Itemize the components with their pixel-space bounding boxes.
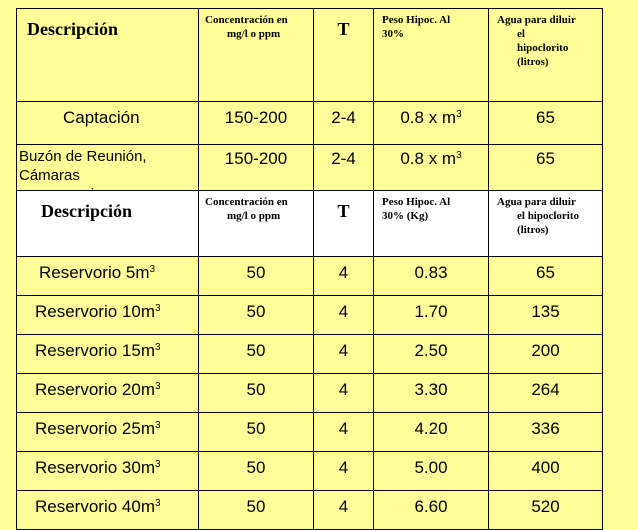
cell-agua: 264 (489, 374, 603, 413)
cell-descripcion: Reservorio $10m^3$ (17, 296, 199, 335)
cell-concentracion: 50 (199, 257, 314, 296)
header-descripcion: Descripción (17, 9, 199, 102)
cell-t: 2-4 (314, 145, 374, 207)
cell-agua: 336 (489, 413, 603, 452)
header-agua: Agua para diluir el hipoclorito (litros) (489, 9, 603, 102)
table-header-row (17, 9, 603, 102)
cell-descripcion: Reservorio $25m^3$ (17, 413, 199, 452)
table-captacion (16, 8, 603, 207)
cell-peso: 3.30 (374, 374, 489, 413)
table-row (17, 413, 603, 452)
cell-t: 4 (314, 374, 374, 413)
cell-descripcion: Reservorio $20m^3$ (17, 374, 199, 413)
cell-peso: 0.8 x $m^3$ (374, 145, 489, 207)
table-row (17, 374, 603, 413)
header-concentracion: Concentración en mg/l o ppm (199, 9, 314, 102)
cell-agua: 200 (489, 335, 603, 374)
cell-peso: 4.20 (374, 413, 489, 452)
table-reservorios (16, 190, 603, 530)
cell-peso: 0.83 (374, 257, 489, 296)
header-descripcion: Descripción (17, 191, 199, 257)
cell-agua: 400 (489, 452, 603, 491)
cell-concentracion: 50 (199, 413, 314, 452)
cell-concentracion: 150-200 (199, 145, 314, 207)
table-header-row (17, 191, 603, 257)
header-concentracion: Concentración en mg/l o ppm (199, 191, 314, 257)
cell-agua: 135 (489, 296, 603, 335)
cell-agua: 65 (489, 102, 603, 145)
cell-t: 2-4 (314, 102, 374, 145)
header-t: T (314, 9, 374, 102)
cell-peso: 1.70 (374, 296, 489, 335)
cell-t: 4 (314, 452, 374, 491)
header-peso: Peso Hipoc. Al 30% (374, 9, 489, 102)
cell-t: 4 (314, 413, 374, 452)
cell-concentracion: 50 (199, 374, 314, 413)
cell-concentracion: 50 (199, 452, 314, 491)
table-row (17, 296, 603, 335)
table-row (17, 491, 603, 530)
header-peso: Peso Hipoc. Al 30% (Kg) (374, 191, 489, 257)
cell-descripcion: Captación (17, 102, 199, 145)
cell-descripcion: Reservorio $30m^3$ (17, 452, 199, 491)
cell-concentracion: 50 (199, 335, 314, 374)
cell-t: 4 (314, 335, 374, 374)
cell-peso: 5.00 (374, 452, 489, 491)
cell-agua: 65 (489, 145, 603, 207)
table-row (17, 452, 603, 491)
cell-peso: 2.50 (374, 335, 489, 374)
cell-peso: 0.8 x $m^3$ (374, 102, 489, 145)
cell-t: 4 (314, 296, 374, 335)
cell-descripcion: Reservorio $15m^3$ (17, 335, 199, 374)
cell-concentracion: 150-200 (199, 102, 314, 145)
cell-descripcion: Buzón de Reunión, Cámaras (17, 145, 199, 207)
cell-peso: 6.60 (374, 491, 489, 530)
header-t: T (314, 191, 374, 257)
table-row (17, 335, 603, 374)
table-row (17, 257, 603, 296)
cell-agua: 520 (489, 491, 603, 530)
header-agua: Agua para diluir el hipoclorito (litros) (489, 191, 603, 257)
cell-concentracion: 50 (199, 296, 314, 335)
cell-t: 4 (314, 491, 374, 530)
cell-descripcion: Reservorio $40m^3$ (17, 491, 199, 530)
table-row (17, 102, 603, 145)
cell-descripcion: Reservorio $5m^3$ (17, 257, 199, 296)
cell-agua: 65 (489, 257, 603, 296)
cell-concentracion: 50 (199, 491, 314, 530)
cell-t: 4 (314, 257, 374, 296)
